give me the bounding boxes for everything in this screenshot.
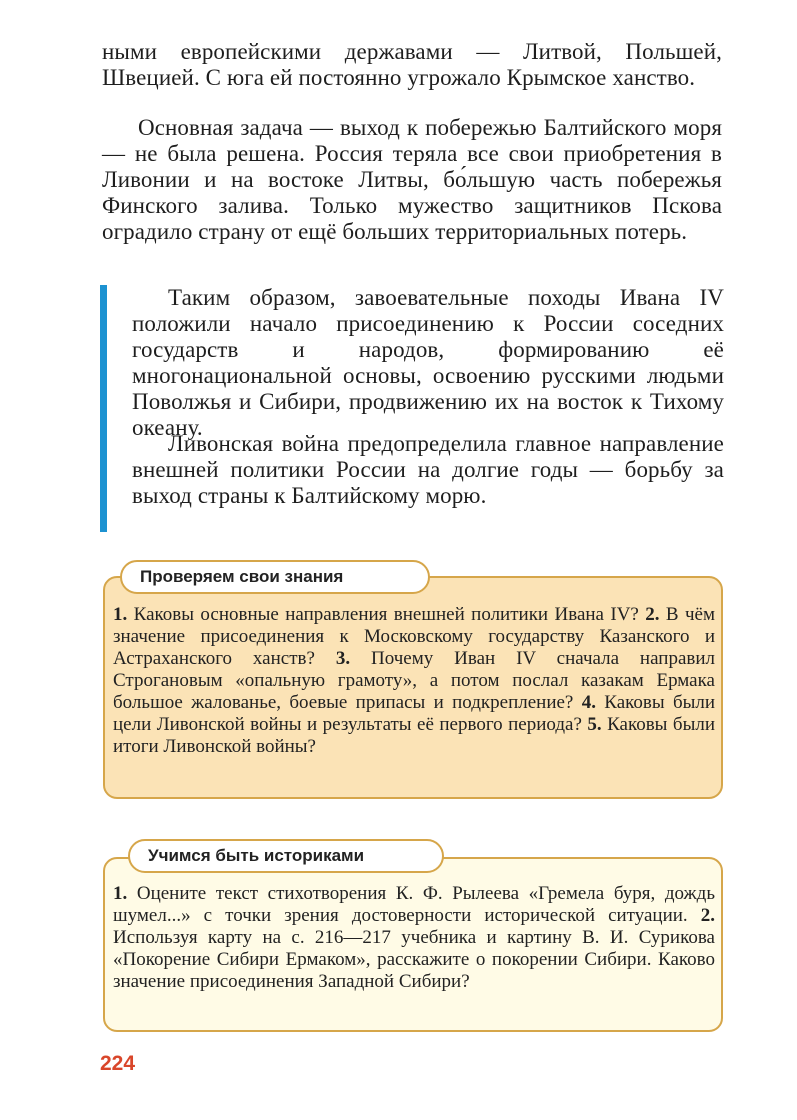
page-number: 224 <box>100 1052 136 1075</box>
paragraph-baltic-task: Основная задача — выход к побережью Балтийского моря — не была решена. Россия теряла все свои приобретения в Ливонии и на востоке Литвы, бо́льшую часть побережья Финского залива. Только мужество защитников Пскова оградило страну от ещё больших территориальных потерь. <box>102 115 722 244</box>
task-text: Используя карту на с. 216—217 учебника и картину В. И. Сурикова «Покорение Сибири Ермаком», расскажите о покорении Сибири. Каково значение присоединения Западной Сибири? <box>113 927 715 992</box>
question-number: 5. <box>587 714 602 735</box>
historians-title: Учимся быть историками <box>128 839 444 873</box>
question-number: 1. <box>113 604 128 625</box>
question-text: Почему Иван IV сначала направил Строгановым «опальную грамоту», а потом послал казакам Ермака большое жалованье, боевые припасы и подкрепление? <box>113 648 716 713</box>
summary-paragraph-conquests: Таким образом, завоевательные походы Ивана IV положили начало присоединению к России соседних государств и народов, формированию её многонациональной основы, освоению русскими людьми Поволжья и Сибири, продвижению их на восток к Тихому океану. <box>132 285 724 440</box>
task-number: 2. <box>700 905 715 926</box>
question-number: 2. <box>645 604 660 625</box>
historians-tasks <box>113 883 715 993</box>
question-text: Каковы основные направления внешней политики Ивана IV? <box>133 604 639 625</box>
question-number: 4. <box>581 692 596 713</box>
summary-paragraph-livonian-war: Ливонская война предопределила главное направление внешней политики России на долгие годы — борьбу за выход страны к Балтийскому морю. <box>132 431 724 508</box>
check-knowledge-title: Проверяем свои знания <box>120 560 430 594</box>
task-text: Оцените текст стихотворения К. Ф. Рылеева «Гремела буря, дождь шумел...» с точки зрения достоверности исторической ситуации. <box>113 883 715 926</box>
question-text: Каковы были цели Ливонской войны и результаты её первого периода? <box>113 692 716 735</box>
check-knowledge-questions <box>113 604 715 758</box>
question-number: 3. <box>335 648 351 669</box>
paragraph-continuation: ными европейскими державами — Литвой, Польшей, Швецией. С юга ей постоянно угрожало Крымское ханство. <box>102 39 722 90</box>
summary-accent-bar <box>100 285 107 532</box>
question-text: Каковы были итоги Ливонской войны? <box>113 714 716 757</box>
task-number: 1. <box>113 883 128 904</box>
question-text: В чём значение присоединения к Московскому государству Казанского и Астраханского ханств? <box>113 604 716 669</box>
